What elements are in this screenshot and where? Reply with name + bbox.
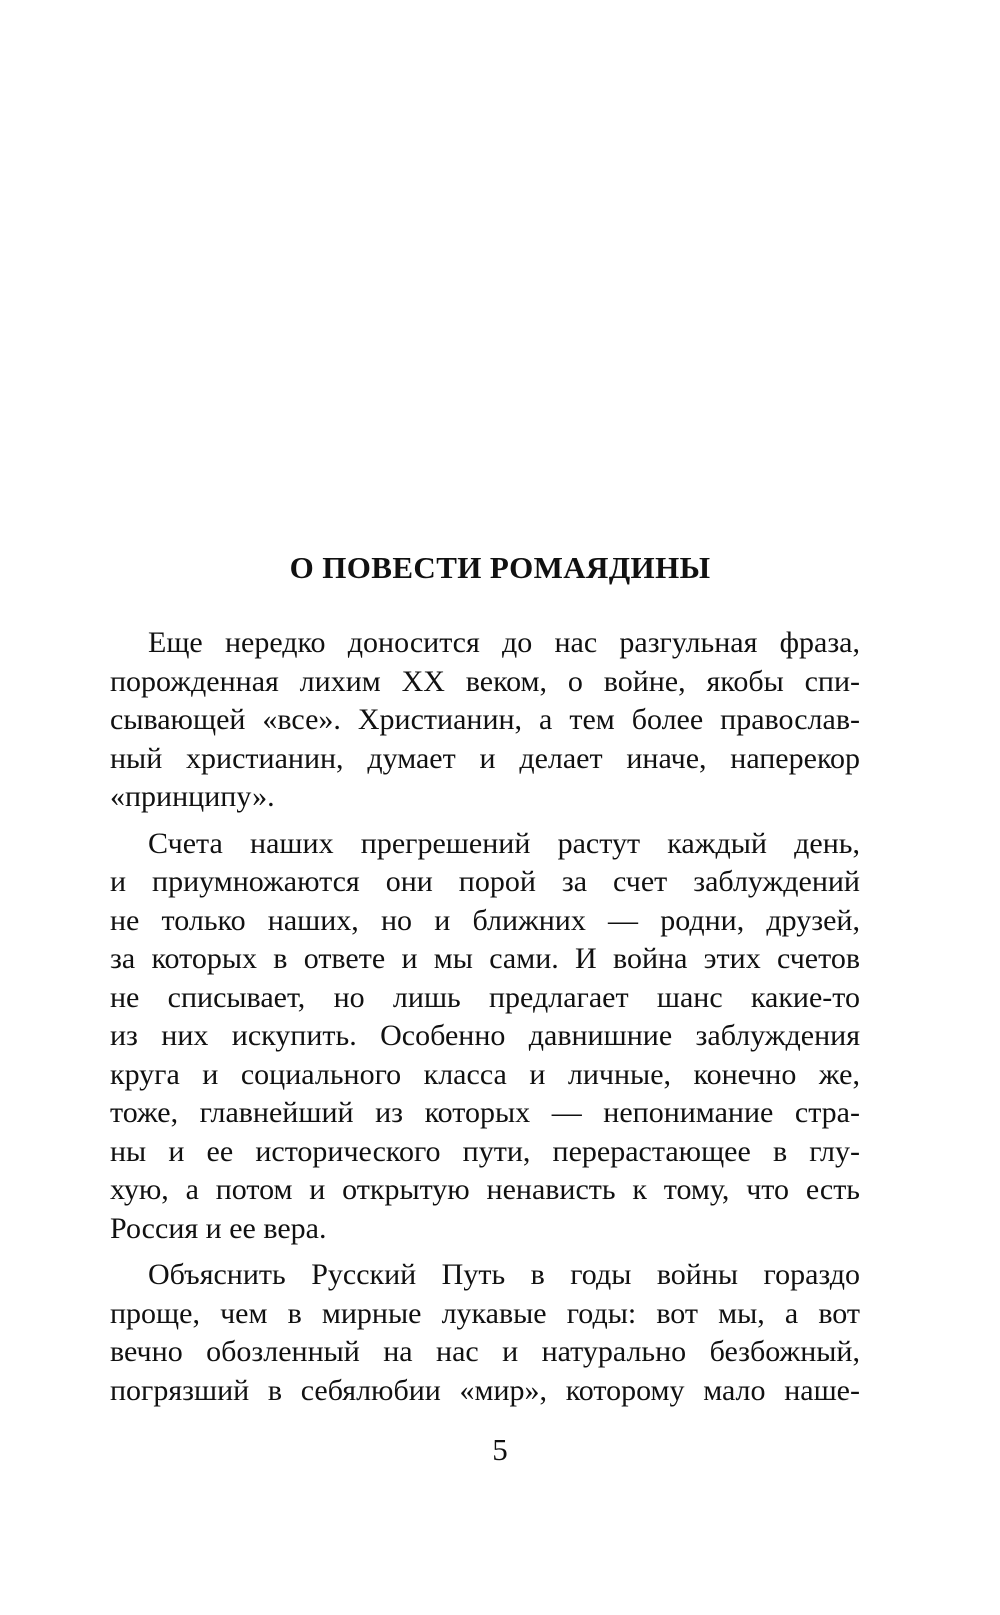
text-line: Россия и ее вера. [110, 1211, 327, 1245]
text-line: за которых в ответе и мы сами. И война этих счетов [110, 942, 860, 975]
paragraph [110, 624, 860, 817]
paragraph-gap [110, 1248, 860, 1256]
text-line: круга и социального класса и личные, конечно же, [110, 1057, 860, 1091]
text-line: из них искупить. Особенно давнишние заблуждения [110, 1019, 860, 1052]
paragraph [110, 825, 860, 1249]
text-line: не только наших, но и ближних — родни, друзей, [110, 903, 860, 937]
text-line: хую, а потом и открытую ненависть к тому, что есть [110, 1173, 860, 1206]
text-line: и приумножаются они порой за счет заблуждений [110, 865, 860, 898]
text-line: Счета наших прегрешений растут каждый день, [148, 826, 860, 860]
page-number: 5 [492, 1432, 508, 1467]
chapter-heading: О ПОВЕСТИ РОМАЯДИНЫ [289, 550, 711, 585]
paragraph-gap [110, 817, 860, 825]
text-line: тоже, главнейший из которых — непонимание стра- [110, 1096, 860, 1129]
text-line: ны и ее исторического пути, перерастающее в глу- [110, 1134, 860, 1168]
text-line: Еще нередко доносится до нас разгульная фраза, [148, 626, 860, 659]
text-line: вечно обозленный на нас и натурально безбожный, [110, 1335, 860, 1368]
text-line: порожденная лихим XX веком, о войне, якобы спи- [110, 664, 860, 698]
text-line: проще, чем в мирные лукавые годы: вот мы, а вот [110, 1296, 860, 1330]
text-line: Объяснить Русский Путь в годы войны гораздо [148, 1258, 860, 1291]
body-text [110, 624, 860, 1410]
text-line: не списывает, но лишь предлагает шанс какие-то [110, 980, 860, 1014]
text-line: ный христианин, думает и делает иначе, наперекор [110, 741, 860, 775]
paragraph [110, 1256, 860, 1410]
text-line: «принципу». [110, 780, 275, 813]
text-line: сывающей «все». Христианин, а тем более православ- [110, 703, 860, 736]
text-line: погрязший в себялюбии «мир», которому мало наше- [110, 1373, 860, 1407]
